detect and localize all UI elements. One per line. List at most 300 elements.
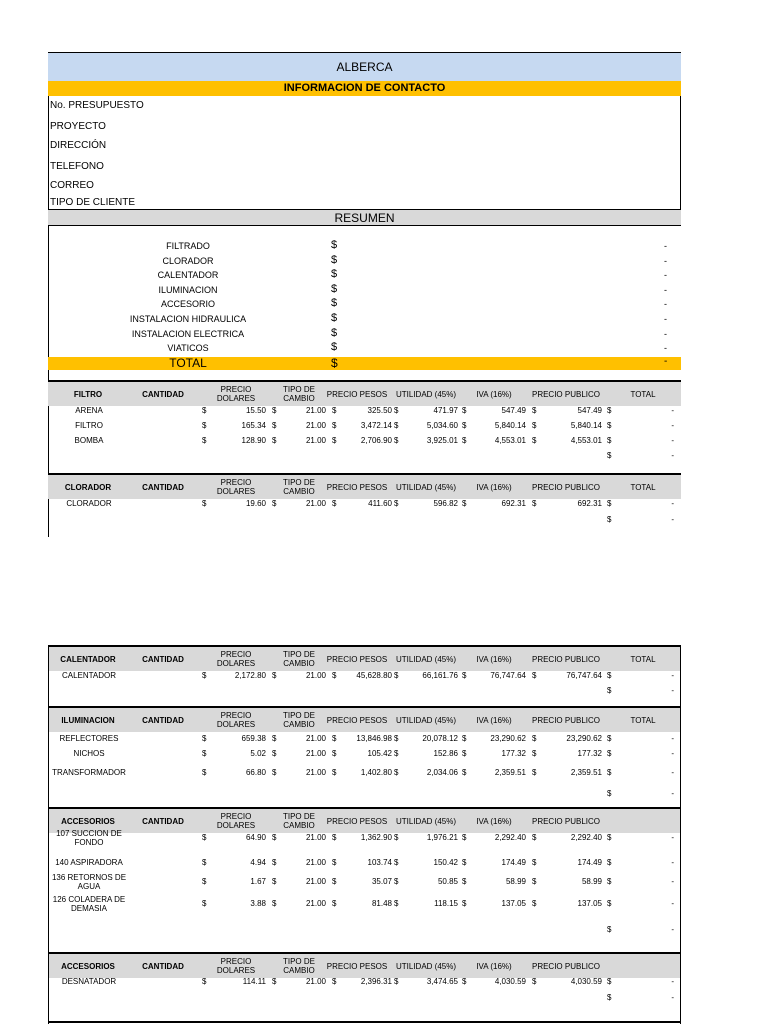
- summary-item-label: FILTRADO: [166, 241, 210, 251]
- currency-sign: $: [202, 749, 207, 758]
- value-pub: 174.49: [577, 858, 602, 867]
- col-header-iva: IVA (16%): [476, 962, 512, 971]
- col-header-iva: IVA (16%): [476, 817, 512, 826]
- section-subtotal-value: -: [671, 686, 674, 695]
- value-pub: 5,840.14: [570, 421, 602, 430]
- value-mxn: 2,706.90: [360, 436, 392, 445]
- col-header-total: TOTAL: [630, 483, 656, 492]
- currency-sign: $: [462, 421, 467, 430]
- value-util: 118.15: [434, 899, 458, 908]
- value-total: -: [671, 768, 674, 777]
- value-mxn: 103.74: [367, 858, 392, 867]
- value-usd: 66.80: [245, 768, 266, 777]
- value-fx: 21.00: [305, 499, 326, 508]
- col-header-utilidad: UTILIDAD (45%): [395, 483, 456, 492]
- summary-item-label: INSTALACION HIDRAULICA: [129, 314, 247, 324]
- table-row: [48, 895, 681, 913]
- value-fx: 21.00: [305, 768, 326, 777]
- currency-sign: $: [462, 499, 467, 508]
- currency-sign: $: [272, 768, 277, 777]
- currency-sign: $: [394, 734, 399, 743]
- currency-sign: $: [332, 406, 337, 415]
- item-name: FILTRO: [75, 421, 103, 430]
- value-iva: 177.32: [501, 749, 526, 758]
- value-iva: 174.49: [501, 858, 526, 867]
- value-fx: 21.00: [305, 877, 326, 886]
- item-name: 140 ASPIRADORA: [55, 858, 123, 867]
- item-name: CLORADOR: [66, 499, 112, 508]
- summary-item-label: VIATICOS: [167, 343, 209, 353]
- value-usd: 1.67: [250, 877, 266, 886]
- value-iva: 547.49: [501, 406, 526, 415]
- summary-item-currency: $: [331, 297, 338, 309]
- value-usd: 3.88: [250, 899, 266, 908]
- col-header-precio-publico: PRECIO PUBLICO: [531, 962, 600, 971]
- value-usd: 4.94: [250, 858, 266, 867]
- col-header-precio-pesos: PRECIO PESOS: [326, 390, 388, 399]
- currency-sign: $: [607, 451, 612, 460]
- currency-sign: $: [607, 749, 612, 758]
- value-usd: 165.34: [241, 421, 266, 430]
- currency-sign: $: [332, 749, 337, 758]
- currency-sign: $: [272, 421, 277, 430]
- currency-sign: $: [394, 749, 399, 758]
- col-header-precio-pesos: PRECIO PESOS: [326, 817, 388, 826]
- section-subtotal-row: [48, 515, 681, 529]
- value-total: -: [671, 406, 674, 415]
- value-iva: 4,553.01: [494, 436, 526, 445]
- col-header-utilidad: UTILIDAD (45%): [395, 390, 456, 399]
- field-presupuesto: No. PRESUPUESTO: [50, 100, 144, 111]
- value-iva: 5,840.14: [494, 421, 526, 430]
- currency-sign: $: [607, 993, 612, 1002]
- currency-sign: $: [202, 436, 207, 445]
- col-header-cantidad: CANTIDAD: [142, 655, 184, 664]
- value-pub: 692.31: [577, 499, 602, 508]
- currency-sign: $: [607, 436, 612, 445]
- currency-sign: $: [202, 858, 207, 867]
- currency-sign: $: [462, 899, 467, 908]
- col-header-cantidad: CANTIDAD: [142, 716, 184, 725]
- currency-sign: $: [394, 899, 399, 908]
- col-header-title: CALENTADOR: [60, 655, 116, 664]
- value-pub: 177.32: [577, 749, 602, 758]
- summary-title: RESUMEN: [48, 210, 681, 226]
- currency-sign: $: [272, 877, 277, 886]
- value-total: -: [671, 436, 674, 445]
- currency-sign: $: [332, 977, 337, 986]
- value-mxn: 45,628.80: [356, 671, 392, 680]
- currency-sign: $: [394, 499, 399, 508]
- currency-sign: $: [332, 768, 337, 777]
- currency-sign: $: [394, 833, 399, 842]
- col-header-precio-dolares: PRECIO DOLARES: [216, 711, 256, 729]
- currency-sign: $: [272, 406, 277, 415]
- table-row: [48, 977, 681, 991]
- value-pub: 4,553.01: [570, 436, 602, 445]
- value-iva: 76,747.64: [490, 671, 526, 680]
- value-usd: 2,172.80: [234, 671, 266, 680]
- section-subtotal-value: -: [671, 789, 674, 798]
- item-name: CALENTADOR: [61, 671, 117, 680]
- section-subtotal-row: [48, 993, 681, 1007]
- currency-sign: $: [202, 877, 207, 886]
- value-util: 152.86: [433, 749, 458, 758]
- col-header-precio-pesos: PRECIO PESOS: [326, 716, 388, 725]
- value-mxn: 3,472.14: [360, 421, 392, 430]
- value-util: 50.85: [437, 877, 458, 886]
- currency-sign: $: [202, 899, 207, 908]
- col-header-precio-dolares: PRECIO DOLARES: [216, 478, 256, 496]
- currency-sign: $: [394, 768, 399, 777]
- col-header-precio-publico: PRECIO PUBLICO: [531, 817, 600, 826]
- summary-item-value: -: [664, 270, 667, 280]
- col-header-total: TOTAL: [630, 655, 656, 664]
- currency-sign: $: [202, 833, 207, 842]
- col-header-precio-publico: PRECIO PUBLICO: [531, 716, 600, 725]
- section-header: [48, 809, 681, 833]
- summary-item-value: -: [664, 256, 667, 266]
- currency-sign: $: [532, 833, 537, 842]
- currency-sign: $: [462, 833, 467, 842]
- page2-bottom-border: [48, 1021, 681, 1023]
- summary-total-label: TOTAL: [169, 356, 207, 370]
- col-header-cantidad: CANTIDAD: [142, 962, 184, 971]
- col-header-utilidad: UTILIDAD (45%): [395, 655, 456, 664]
- value-mxn: 81.48: [371, 899, 392, 908]
- value-iva: 692.31: [501, 499, 526, 508]
- item-name: 126 COLADERA DE DEMASIA: [52, 895, 126, 913]
- value-util: 1,976.21: [426, 833, 458, 842]
- page2-top-border: [48, 645, 681, 646]
- section-header: [48, 954, 681, 978]
- summary-item-label: ACCESORIO: [160, 299, 215, 309]
- currency-sign: $: [272, 436, 277, 445]
- currency-sign: $: [394, 436, 399, 445]
- currency-sign: $: [607, 977, 612, 986]
- col-header-precio-publico: PRECIO PUBLICO: [531, 655, 600, 664]
- col-header-cantidad: CANTIDAD: [142, 390, 184, 399]
- col-header-precio-pesos: PRECIO PESOS: [326, 655, 388, 664]
- col-header-title: CLORADOR: [64, 483, 112, 492]
- value-mxn: 325.50: [367, 406, 392, 415]
- currency-sign: $: [202, 734, 207, 743]
- item-name: ARENA: [75, 406, 103, 415]
- col-header-precio-dolares: PRECIO DOLARES: [216, 650, 256, 668]
- currency-sign: $: [462, 768, 467, 777]
- value-util: 5,034.60: [426, 421, 458, 430]
- table-row: [48, 436, 681, 450]
- table-row: [48, 768, 681, 782]
- table-row: [48, 749, 681, 763]
- summary-total-row: [48, 357, 681, 370]
- value-usd: 128.90: [241, 436, 266, 445]
- col-header-iva: IVA (16%): [476, 655, 512, 664]
- table-row: [48, 406, 681, 420]
- section-subtotal-value: -: [671, 993, 674, 1002]
- currency-sign: $: [202, 421, 207, 430]
- currency-sign: $: [332, 877, 337, 886]
- col-header-utilidad: UTILIDAD (45%): [395, 962, 456, 971]
- value-pub: 137.05: [577, 899, 602, 908]
- value-fx: 21.00: [305, 436, 326, 445]
- item-name: REFLECTORES: [59, 734, 119, 743]
- currency-sign: $: [607, 686, 612, 695]
- section-header: [48, 382, 681, 406]
- summary-total-value: -: [664, 356, 668, 367]
- currency-sign: $: [332, 899, 337, 908]
- summary-item-currency: $: [331, 268, 338, 280]
- currency-sign: $: [272, 833, 277, 842]
- currency-sign: $: [607, 515, 612, 524]
- col-header-precio-dolares: PRECIO DOLARES: [216, 385, 256, 403]
- value-fx: 21.00: [305, 749, 326, 758]
- currency-sign: $: [532, 749, 537, 758]
- summary-item-value: -: [664, 329, 667, 339]
- value-fx: 21.00: [305, 858, 326, 867]
- section-subtotal-row: [48, 686, 681, 700]
- value-fx: 21.00: [305, 899, 326, 908]
- currency-sign: $: [607, 406, 612, 415]
- summary-item-currency: $: [331, 254, 338, 266]
- currency-sign: $: [202, 977, 207, 986]
- col-header-utilidad: UTILIDAD (45%): [395, 716, 456, 725]
- section-subtotal-row: [48, 925, 681, 939]
- currency-sign: $: [532, 436, 537, 445]
- value-pub: 23,290.62: [566, 734, 602, 743]
- section-subtotal-value: -: [671, 451, 674, 460]
- currency-sign: $: [607, 734, 612, 743]
- value-mxn: 13,846.98: [356, 734, 392, 743]
- item-name: BOMBA: [74, 436, 104, 445]
- item-name: 136 RETORNOS DE AGUA: [51, 873, 127, 891]
- col-header-precio-pesos: PRECIO PESOS: [326, 962, 388, 971]
- currency-sign: $: [532, 977, 537, 986]
- currency-sign: $: [394, 671, 399, 680]
- col-header-title: ACCESORIOS: [61, 962, 115, 971]
- summary-item-currency: $: [331, 283, 338, 295]
- table-row: [48, 873, 681, 891]
- value-pub: 76,747.64: [566, 671, 602, 680]
- currency-sign: $: [394, 858, 399, 867]
- value-util: 150.42: [433, 858, 458, 867]
- col-header-title: ILUMINACION: [61, 716, 115, 725]
- value-mxn: 105.42: [367, 749, 392, 758]
- field-direccion: DIRECCIÓN: [50, 140, 107, 151]
- value-fx: 21.00: [305, 421, 326, 430]
- contact-title: INFORMACION DE CONTACTO: [48, 81, 681, 96]
- col-header-precio-publico: PRECIO PUBLICO: [531, 390, 600, 399]
- currency-sign: $: [202, 499, 207, 508]
- currency-sign: $: [462, 436, 467, 445]
- value-fx: 21.00: [305, 406, 326, 415]
- col-header-tipo-cambio: TIPO DE CAMBIO: [282, 385, 315, 403]
- value-usd: 64.90: [245, 833, 266, 842]
- value-usd: 15.50: [245, 406, 266, 415]
- value-util: 596.82: [433, 499, 458, 508]
- currency-sign: $: [532, 499, 537, 508]
- value-mxn: 1,402.80: [360, 768, 392, 777]
- value-usd: 659.38: [241, 734, 266, 743]
- value-util: 2,034.06: [426, 768, 458, 777]
- currency-sign: $: [607, 858, 612, 867]
- summary-item-label: CALENTADOR: [157, 270, 219, 280]
- summary-total-currency: $: [331, 356, 338, 370]
- table-row: [48, 671, 681, 685]
- col-header-tipo-cambio: TIPO DE CAMBIO: [282, 478, 315, 496]
- field-tipo-cliente: TIPO DE CLIENTE: [50, 197, 136, 208]
- currency-sign: $: [202, 768, 207, 777]
- value-usd: 114.11: [242, 977, 266, 986]
- value-total: -: [671, 899, 674, 908]
- currency-sign: $: [332, 436, 337, 445]
- value-total: -: [671, 734, 674, 743]
- col-header-title: FILTRO: [73, 390, 103, 399]
- currency-sign: $: [607, 671, 612, 680]
- currency-sign: $: [532, 877, 537, 886]
- col-header-title: ACCESORIOS: [61, 817, 115, 826]
- currency-sign: $: [332, 671, 337, 680]
- currency-sign: $: [332, 858, 337, 867]
- currency-sign: $: [607, 833, 612, 842]
- value-iva: 137.05: [501, 899, 526, 908]
- value-util: 3,474.65: [426, 977, 458, 986]
- currency-sign: $: [607, 877, 612, 886]
- currency-sign: $: [394, 406, 399, 415]
- section-subtotal-value: -: [671, 515, 674, 524]
- summary-item-value: -: [664, 299, 667, 309]
- page2-left-border: [48, 645, 49, 1024]
- value-mxn: 1,362.90: [360, 833, 392, 842]
- value-util: 66,161.76: [422, 671, 458, 680]
- currency-sign: $: [332, 833, 337, 842]
- currency-sign: $: [332, 734, 337, 743]
- currency-sign: $: [532, 421, 537, 430]
- currency-sign: $: [532, 768, 537, 777]
- col-header-cantidad: CANTIDAD: [142, 817, 184, 826]
- col-header-iva: IVA (16%): [476, 390, 512, 399]
- section-subtotal-value: -: [671, 925, 674, 934]
- value-iva: 58.99: [505, 877, 526, 886]
- col-header-total: TOTAL: [630, 390, 656, 399]
- table-row: [48, 421, 681, 435]
- currency-sign: $: [532, 671, 537, 680]
- col-header-tipo-cambio: TIPO DE CAMBIO: [282, 650, 315, 668]
- currency-sign: $: [462, 406, 467, 415]
- section-subtotal-row: [48, 451, 681, 465]
- value-iva: 2,292.40: [494, 833, 526, 842]
- currency-sign: $: [607, 899, 612, 908]
- col-header-precio-dolares: PRECIO DOLARES: [216, 957, 256, 975]
- table-row: [48, 858, 681, 872]
- currency-sign: $: [532, 406, 537, 415]
- col-header-iva: IVA (16%): [476, 483, 512, 492]
- section-header: [48, 647, 681, 671]
- value-util: 20,078.12: [422, 734, 458, 743]
- value-total: -: [671, 749, 674, 758]
- currency-sign: $: [272, 734, 277, 743]
- value-iva: 2,359.51: [494, 768, 526, 777]
- currency-sign: $: [272, 899, 277, 908]
- currency-sign: $: [462, 749, 467, 758]
- value-pub: 58.99: [581, 877, 602, 886]
- table-row: [48, 829, 681, 847]
- field-telefono: TELEFONO: [50, 161, 104, 172]
- currency-sign: $: [462, 877, 467, 886]
- summary-item-currency: $: [331, 327, 338, 339]
- currency-sign: $: [272, 749, 277, 758]
- value-pub: 2,359.51: [570, 768, 602, 777]
- col-header-precio-dolares: PRECIO DOLARES: [216, 812, 256, 830]
- currency-sign: $: [532, 734, 537, 743]
- currency-sign: $: [272, 858, 277, 867]
- col-header-utilidad: UTILIDAD (45%): [395, 817, 456, 826]
- value-mxn: 411.60: [368, 499, 392, 508]
- currency-sign: $: [332, 421, 337, 430]
- value-mxn: 2,396.31: [360, 977, 392, 986]
- table-row: [48, 499, 681, 513]
- currency-sign: $: [607, 789, 612, 798]
- col-header-precio-publico: PRECIO PUBLICO: [531, 483, 600, 492]
- currency-sign: $: [462, 734, 467, 743]
- currency-sign: $: [202, 671, 207, 680]
- table-row: [48, 734, 681, 748]
- item-name: NICHOS: [73, 749, 105, 758]
- col-header-cantidad: CANTIDAD: [142, 483, 184, 492]
- currency-sign: $: [394, 421, 399, 430]
- summary-item-label: INSTALACION ELECTRICA: [131, 329, 245, 339]
- value-pub: 4,030.59: [570, 977, 602, 986]
- summary-item-currency: $: [331, 341, 338, 353]
- value-usd: 19.60: [245, 499, 266, 508]
- value-total: -: [671, 833, 674, 842]
- field-proyecto: PROYECTO: [50, 121, 106, 132]
- summary-item-value: -: [664, 285, 667, 295]
- section-header: [48, 475, 681, 499]
- currency-sign: $: [532, 899, 537, 908]
- section-header: [48, 708, 681, 732]
- value-total: -: [671, 877, 674, 886]
- currency-sign: $: [272, 977, 277, 986]
- item-name: 107 SUCCION DE FONDO: [56, 829, 122, 847]
- currency-sign: $: [607, 421, 612, 430]
- value-total: -: [671, 977, 674, 986]
- currency-sign: $: [462, 858, 467, 867]
- col-header-tipo-cambio: TIPO DE CAMBIO: [282, 957, 315, 975]
- value-pub: 2,292.40: [570, 833, 602, 842]
- currency-sign: $: [462, 977, 467, 986]
- value-util: 3,925.01: [426, 436, 458, 445]
- currency-sign: $: [394, 877, 399, 886]
- value-fx: 21.00: [305, 977, 326, 986]
- col-header-total: TOTAL: [630, 716, 656, 725]
- value-fx: 21.00: [305, 671, 326, 680]
- page2-right-border: [680, 645, 681, 1024]
- value-fx: 21.00: [305, 833, 326, 842]
- section-subtotal-row: [48, 789, 681, 803]
- sheet-title: ALBERCA: [48, 53, 681, 81]
- col-header-iva: IVA (16%): [476, 716, 512, 725]
- value-total: -: [671, 671, 674, 680]
- value-fx: 21.00: [305, 734, 326, 743]
- item-name: DESNATADOR: [61, 977, 117, 986]
- col-header-precio-pesos: PRECIO PESOS: [326, 483, 388, 492]
- value-iva: 23,290.62: [490, 734, 526, 743]
- summary-item-value: -: [664, 343, 667, 353]
- col-header-tipo-cambio: TIPO DE CAMBIO: [282, 812, 315, 830]
- value-mxn: 35.07: [371, 877, 392, 886]
- value-usd: 5.02: [250, 749, 266, 758]
